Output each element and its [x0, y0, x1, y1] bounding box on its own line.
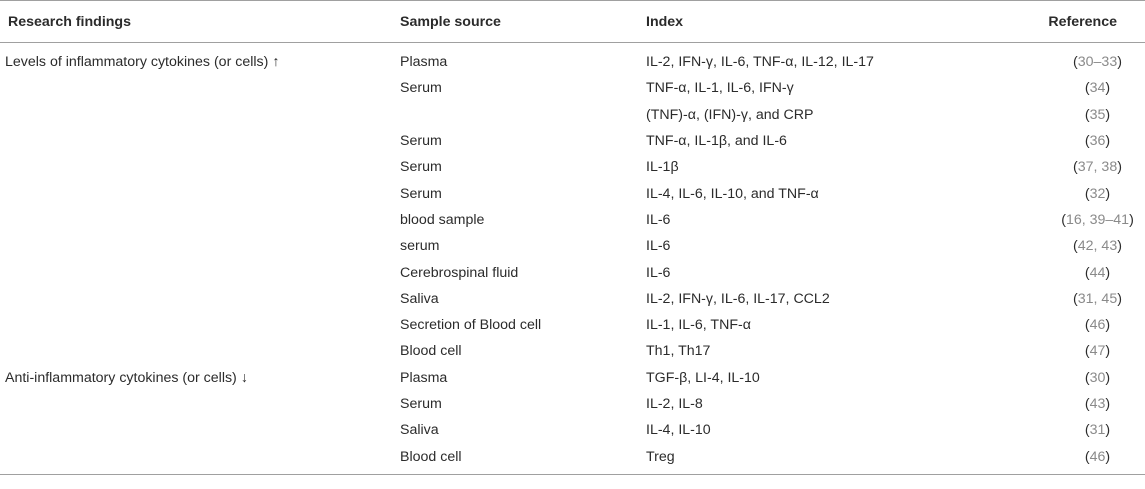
table-row — [0, 417, 1145, 443]
header-index: Index — [646, 1, 1036, 43]
cell-reference — [1036, 102, 1145, 128]
table-row — [0, 75, 1145, 101]
table-row — [0, 128, 1145, 154]
cell-index: IL-2, IL-8 — [646, 396, 703, 412]
cell-reference — [1036, 43, 1145, 76]
cell-research-finding — [0, 286, 400, 312]
reference-number-link[interactable]: 32 — [1089, 185, 1106, 202]
cell-index: IL-1β — [646, 159, 679, 176]
cell-research-finding — [0, 75, 400, 101]
cell-reference — [1036, 417, 1145, 443]
reference-close-paren: ) — [1105, 133, 1111, 150]
reference-number-link[interactable]: 30 — [1089, 369, 1106, 386]
reference-number-link[interactable]: 30–33 — [1077, 54, 1118, 71]
reference-open-paren: ( — [1073, 54, 1078, 71]
reference-number-link[interactable]: 34 — [1089, 80, 1106, 97]
header-sample-source: Sample source — [400, 1, 646, 43]
table-row — [0, 43, 1145, 76]
reference-open-paren: ( — [1061, 211, 1066, 228]
cell-index: Treg — [646, 443, 1036, 474]
cell-index: IL-4, IL-10 — [646, 422, 711, 439]
reference-number-link[interactable]: 46 — [1089, 448, 1106, 465]
cell-research-finding — [0, 180, 400, 206]
cell-sample-source — [400, 102, 646, 128]
reference-close-paren: ) — [1105, 317, 1111, 334]
reference-open-paren: ( — [1084, 80, 1090, 97]
reference-open-paren: ( — [1084, 369, 1090, 386]
cell-sample-source: Plasma — [400, 369, 448, 386]
cell-research-finding — [0, 417, 400, 443]
table-row — [0, 154, 1145, 180]
reference-number-link[interactable]: 46 — [1089, 317, 1106, 334]
cell-sample-source: Plasma — [400, 54, 448, 71]
cell-research-finding — [0, 338, 400, 364]
cell-reference — [1036, 312, 1145, 338]
reference-open-paren: ( — [1073, 290, 1078, 307]
cell-sample-source: serum — [400, 238, 440, 255]
table-row — [0, 365, 1145, 391]
cell-sample-source: Serum — [400, 80, 442, 97]
reference-open-paren: ( — [1084, 106, 1090, 123]
cell-research-finding — [0, 102, 400, 128]
cell-index: IL-1, IL-6, TNF-α — [646, 317, 751, 334]
reference-open-paren: ( — [1084, 185, 1090, 202]
cell-reference — [1036, 180, 1145, 206]
cell-research-finding — [0, 154, 400, 180]
reference-close-paren: ) — [1117, 159, 1122, 176]
reference-close-paren: ) — [1117, 54, 1122, 71]
reference-open-paren: ( — [1084, 343, 1090, 360]
reference-number-link[interactable]: 31 — [1089, 422, 1106, 439]
cell-sample-source: Serum — [400, 133, 442, 150]
table-row — [0, 259, 1145, 285]
table-row — [0, 286, 1145, 312]
cell-research-finding — [0, 259, 400, 285]
reference-close-paren: ) — [1117, 238, 1122, 255]
cell-reference — [1036, 207, 1145, 233]
table-row — [0, 180, 1145, 206]
cell-research-finding — [0, 128, 400, 154]
cell-reference — [1036, 365, 1145, 391]
cell-research-finding — [0, 233, 400, 259]
cell-index: TNF-α, IL-1β, and IL-6 — [646, 133, 787, 150]
cell-sample-source: Serum — [400, 396, 442, 412]
cell-index: IL-2, IFN-γ, IL-6, TNF-α, IL-12, IL-17 — [646, 54, 874, 71]
cell-reference — [1036, 443, 1145, 474]
cell-sample-source: Blood cell — [400, 343, 462, 360]
reference-close-paren: ) — [1105, 343, 1111, 360]
table-row — [0, 102, 1145, 128]
cell-reference — [1036, 154, 1145, 180]
reference-number-link[interactable]: 43 — [1089, 396, 1106, 412]
table-row — [0, 338, 1145, 364]
cell-sample-source: Saliva — [400, 422, 439, 439]
cell-index: (TNF)-α, (IFN)-γ, and CRP — [646, 106, 814, 123]
reference-open-paren: ( — [1084, 448, 1090, 465]
reference-number-link[interactable]: 16, 39–41 — [1065, 211, 1130, 228]
reference-open-paren: ( — [1084, 133, 1090, 150]
reference-close-paren: ) — [1105, 185, 1111, 202]
cell-reference — [1036, 259, 1145, 285]
reference-number-link[interactable]: 37, 38 — [1077, 159, 1118, 176]
header-reference: Reference — [1036, 1, 1145, 43]
table-row — [0, 391, 1145, 417]
cell-research-finding — [0, 391, 400, 417]
cell-sample-source: blood sample — [400, 211, 485, 228]
cell-index: IL-6 — [646, 264, 671, 281]
reference-open-paren: ( — [1084, 422, 1090, 439]
reference-number-link[interactable]: 44 — [1089, 264, 1106, 281]
cell-sample-source: Secretion of Blood cell — [400, 317, 542, 334]
table-row — [0, 312, 1145, 338]
cell-index: IL-6 — [646, 238, 671, 255]
cell-sample-source: Serum — [400, 185, 442, 202]
cell-reference — [1036, 391, 1145, 417]
reference-close-paren: ) — [1117, 290, 1122, 307]
cell-reference — [1036, 128, 1145, 154]
cell-sample-source: Saliva — [400, 290, 439, 307]
table-row — [0, 207, 1145, 233]
cell-reference — [1036, 286, 1145, 312]
reference-open-paren: ( — [1084, 396, 1090, 412]
cell-sample-source: Blood cell — [400, 443, 646, 474]
reference-number-link[interactable]: 35 — [1089, 106, 1106, 123]
cell-research-finding — [0, 312, 400, 338]
cell-index: IL-2, IFN-γ, IL-6, IL-17, CCL2 — [646, 290, 830, 307]
header-row — [0, 1, 1145, 43]
table-header — [0, 1, 1145, 43]
cell-research-finding: Levels of inflammatory cytokines (or cells) ↑ — [5, 54, 280, 71]
cell-index: IL-4, IL-6, IL-10, and TNF-α — [646, 185, 819, 202]
table-row — [0, 443, 1145, 474]
header-research-findings: Research findings — [0, 1, 400, 43]
cell-research-finding: Anti-inflammatory cytokines (or cells) ↓ — [5, 369, 248, 386]
reference-number-link[interactable]: 31, 45 — [1077, 290, 1118, 307]
cell-sample-source: Cerebrospinal fluid — [400, 264, 519, 281]
cell-reference — [1036, 338, 1145, 364]
cell-index: IL-6 — [646, 211, 671, 228]
reference-number-link[interactable]: 36 — [1089, 133, 1106, 150]
reference-open-paren: ( — [1073, 159, 1078, 176]
cell-index: TGF-β, LI-4, IL-10 — [646, 369, 760, 386]
cell-research-finding — [0, 207, 400, 233]
cell-sample-source: Serum — [400, 159, 442, 176]
reference-open-paren: ( — [1073, 238, 1078, 255]
reference-close-paren: ) — [1105, 264, 1111, 281]
cell-index: TNF-α, IL-1, IL-6, IFN-γ — [646, 80, 794, 97]
cell-index: Th1, Th17 — [646, 343, 711, 360]
reference-close-paren: ) — [1105, 422, 1111, 439]
reference-close-paren: ) — [1105, 396, 1111, 412]
reference-number-link[interactable]: 47 — [1089, 343, 1106, 360]
reference-open-paren: ( — [1084, 317, 1090, 334]
reference-close-paren: ) — [1105, 448, 1111, 465]
reference-open-paren: ( — [1084, 264, 1090, 281]
reference-close-paren: ) — [1105, 106, 1111, 123]
reference-close-paren: ) — [1129, 211, 1134, 228]
reference-close-paren: ) — [1105, 369, 1111, 386]
reference-close-paren: ) — [1105, 80, 1111, 97]
cell-research-finding — [0, 443, 400, 474]
cell-reference — [1036, 233, 1145, 259]
cell-reference — [1036, 75, 1145, 101]
reference-number-link[interactable]: 42, 43 — [1077, 238, 1118, 255]
table-body — [0, 43, 1145, 475]
table-row — [0, 233, 1145, 259]
